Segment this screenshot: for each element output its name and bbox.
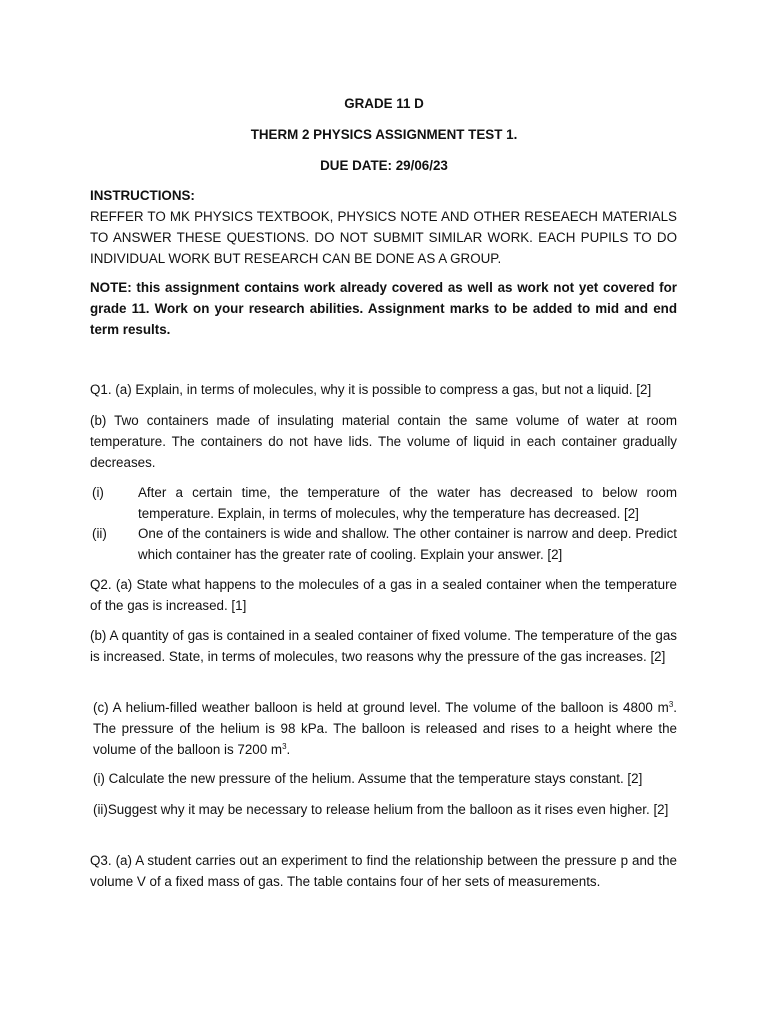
note-paragraph: NOTE: this assignment contains work already covered as well as work not yet covered for grade 11. Work on your research abilities. Assignment marks to be added to mid and end term results. (90, 280, 677, 337)
q2-part-c (93, 697, 677, 760)
q2-part-c-text-2: . The pressure of the helium is 98 kPa. The balloon is released and rises to a height where the volume of the balloon is 7200 m (93, 700, 677, 757)
assignment-title: THERM 2 PHYSICS ASSIGNMENT TEST 1. (250, 127, 518, 142)
q3-part-a: Q3. (a) A student carries out an experiment to find the relationship between the pressure p and the volume V of a fixed mass of gas. The table contains four of her sets of measurements. (90, 853, 677, 889)
grade-heading: GRADE 11 D (344, 96, 424, 111)
q1-sub-i-text: After a certain time, the temperature of the water has decreased to below room temperature. Explain, in terms of molecules, why the temperature has decreased. [2] (138, 485, 677, 521)
due-date: DUE DATE: 29/06/23 (320, 158, 448, 173)
q1-part-a: Q1. (a) Explain, in terms of molecules, why it is possible to compress a gas, but not a liquid. [2] (90, 382, 652, 397)
q2-part-c-superscript-1: 3 (668, 700, 674, 709)
q2-part-a: Q2. (a) State what happens to the molecules of a gas in a sealed container when the temperature of the gas is increased. [1] (90, 577, 677, 613)
q2-part-c-i: (i) Calculate the new pressure of the helium. Assume that the temperature stays constant. [2] (93, 771, 643, 786)
q2-part-c-ii: (ii)Suggest why it may be necessary to release helium from the balloon as it rises even higher. [2] (93, 802, 669, 817)
q2-part-b: (b) A quantity of gas is contained in a sealed container of fixed volume. The temperature of the gas is increased. State, in terms of molecules, two reasons why the pressure of the gas increases. [2] (90, 628, 677, 664)
q1-sub-ii-text: One of the containers is wide and shallow. The other container is narrow and deep. Predict which container has the greater rate of cooling. Explain your answer. [2] (138, 526, 677, 562)
q2-part-c-superscript-2: 3 (282, 742, 287, 751)
instructions-body: REFFER TO MK PHYSICS TEXTBOOK, PHYSICS NOTE AND OTHER RESEAECH MATERIALS TO ANSWER THESE QUESTIONS. DO NOT SUBMIT SIMILAR WORK. EACH PUPILS TO DO INDIVIDUAL WORK BUT RESEARCH CAN BE DONE AS A GROUP. (90, 209, 677, 266)
q2-part-c-text-3: . (286, 742, 291, 757)
q1-sub-i-number: (i) (92, 485, 104, 500)
q1-sub-ii-number: (ii) (92, 526, 107, 541)
instructions-heading: INSTRUCTIONS: (90, 188, 195, 203)
q1-part-b: (b) Two containers made of insulating material contain the same volume of water at room temperature. The containers do not have lids. The volume of liquid in each container gradually decreases. (90, 413, 677, 470)
q2-part-c-text-1: (c) A helium-filled weather balloon is held at ground level. The volume of the balloon is 4800 m (93, 700, 669, 715)
